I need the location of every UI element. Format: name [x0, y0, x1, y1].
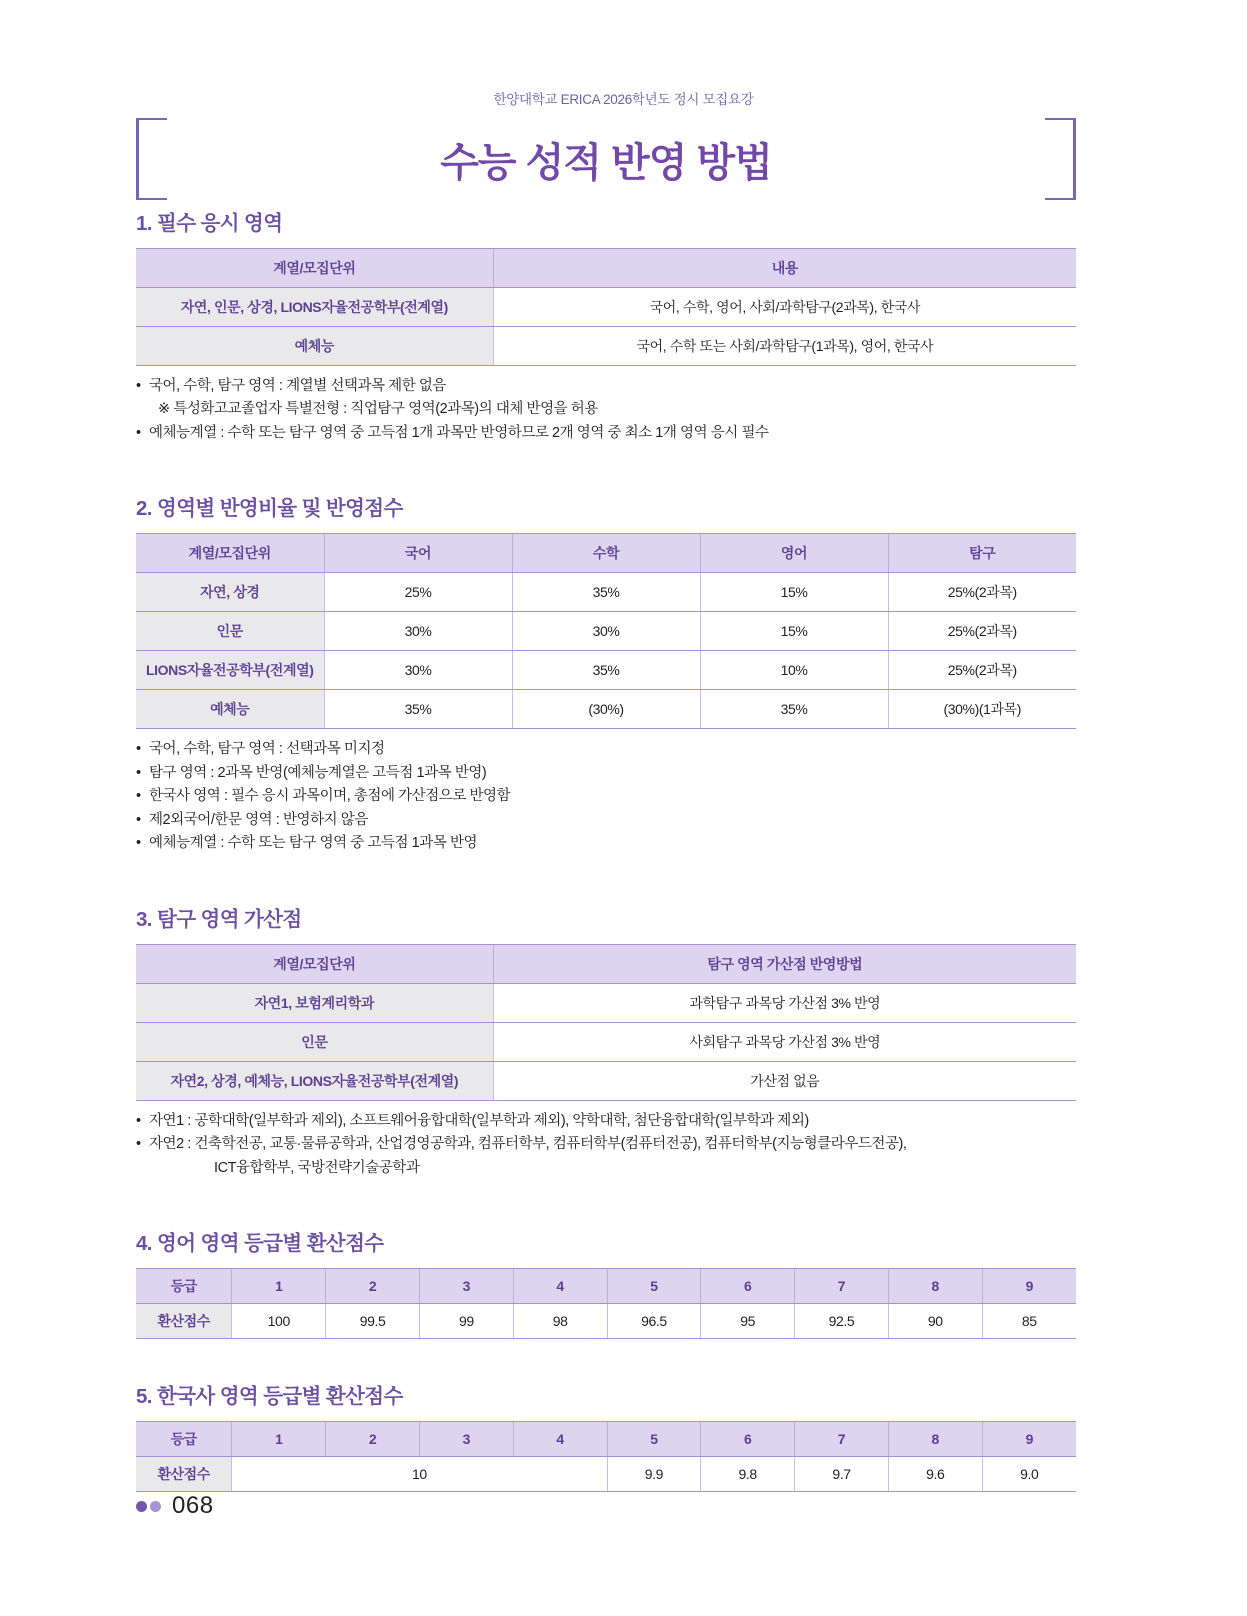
- grade-header: 2: [326, 1422, 420, 1457]
- cell-math: 30%: [512, 612, 700, 651]
- section-spacer: [136, 445, 1076, 491]
- section-spacer: [136, 1339, 1076, 1379]
- note-item: • 제2외국어/한문 영역 : 반영하지 않음: [136, 809, 1076, 832]
- cell-math: (30%): [512, 690, 700, 729]
- cell-korean: 25%: [324, 573, 512, 612]
- row-value: 가산점 없음: [493, 1061, 1076, 1100]
- page-footer: [136, 1492, 214, 1520]
- section-3-heading: 3. 탐구 영역 가산점: [136, 907, 302, 931]
- converted-score: 9.0: [982, 1457, 1076, 1492]
- row-label: 자연, 상경: [136, 573, 324, 612]
- grade-header: 7: [795, 1269, 889, 1304]
- column-header: 수학: [512, 534, 700, 573]
- section-2-notes: [136, 738, 1076, 855]
- grade-header: 8: [888, 1422, 982, 1457]
- converted-score-merged: 10: [232, 1457, 607, 1492]
- cell-math: 35%: [512, 573, 700, 612]
- converted-score: 99: [419, 1304, 513, 1339]
- page-number: 068: [172, 1492, 214, 1519]
- table-row: [136, 1304, 1076, 1339]
- row-label: 자연1, 보험계리학과: [136, 983, 493, 1022]
- section-3-table: [136, 944, 1076, 1101]
- section-1-table: [136, 248, 1076, 366]
- table-header-row: [136, 1269, 1076, 1304]
- converted-score: 85: [982, 1304, 1076, 1339]
- cell-korean: 30%: [324, 612, 512, 651]
- table-header-row: [136, 1422, 1076, 1457]
- cell-english: 15%: [700, 573, 888, 612]
- section-4-grade-table: [136, 1268, 1076, 1339]
- dot-light-icon: [150, 1501, 161, 1512]
- cell-korean: 35%: [324, 690, 512, 729]
- row-label: 환산점수: [136, 1457, 232, 1492]
- cell-korean: 30%: [324, 651, 512, 690]
- cell-math: 35%: [512, 651, 700, 690]
- table-row: [136, 1457, 1076, 1492]
- section-3: [136, 902, 1076, 1180]
- cell-english: 10%: [700, 651, 888, 690]
- table-row: [136, 327, 1076, 366]
- column-header: 국어: [324, 534, 512, 573]
- column-header: 탐구: [888, 534, 1076, 573]
- note-item: • 예체능계열 : 수학 또는 탐구 영역 중 고득점 1개 과목만 반영하므로 2개 영역 중 최소 1개 영역 응시 필수: [136, 422, 1076, 445]
- converted-score: 90: [888, 1304, 982, 1339]
- table-row: [136, 573, 1076, 612]
- section-2-table: [136, 533, 1076, 729]
- converted-score: 9.7: [795, 1457, 889, 1492]
- note-item: • 탐구 영역 : 2과목 반영(예체능계열은 고득점 1과목 반영): [136, 762, 1076, 785]
- note-item: • 한국사 영역 : 필수 응시 과목이며, 총점에 가산점으로 반영함: [136, 785, 1076, 808]
- row-label: LIONS자율전공학부(전계열): [136, 651, 324, 690]
- table-header-row: [136, 249, 1076, 288]
- cell-inquiry: 25%(2과목): [888, 612, 1076, 651]
- grade-header: 4: [513, 1269, 607, 1304]
- row-value: 사회탐구 과목당 가산점 3% 반영: [493, 1022, 1076, 1061]
- column-header: 탐구 영역 가산점 반영방법: [493, 944, 1076, 983]
- column-header: 계열/모집단위: [136, 249, 493, 288]
- grade-header: 8: [888, 1269, 982, 1304]
- note-item: • 자연2 : 건축학전공, 교통·물류공학과, 산업경영공학과, 컴퓨터학부, 컴퓨터학부(컴퓨터전공), 컴퓨터학부(지능형클라우드전공),: [136, 1133, 1076, 1156]
- grade-header: 3: [419, 1269, 513, 1304]
- row-label: 자연, 인문, 상경, LIONS자율전공학부(전계열): [136, 288, 493, 327]
- converted-score: 95: [701, 1304, 795, 1339]
- grade-header-label: 등급: [136, 1269, 232, 1304]
- row-value: 국어, 수학, 영어, 사회/과학탐구(2과목), 한국사: [493, 288, 1076, 327]
- grade-header: 5: [607, 1422, 701, 1457]
- grade-header: 7: [795, 1422, 889, 1457]
- row-label: 인문: [136, 1022, 493, 1061]
- row-label: 예체능: [136, 690, 324, 729]
- column-header: 영어: [700, 534, 888, 573]
- cell-english: 35%: [700, 690, 888, 729]
- section-5: [136, 1379, 1076, 1492]
- converted-score: 99.5: [326, 1304, 420, 1339]
- cell-inquiry: (30%)(1과목): [888, 690, 1076, 729]
- section-5-grade-table: [136, 1421, 1076, 1492]
- column-header: 내용: [493, 249, 1076, 288]
- grade-header: 1: [232, 1422, 326, 1457]
- note-item: • 국어, 수학, 탐구 영역 : 계열별 선택과목 제한 없음: [136, 375, 1076, 398]
- note-item: • 예체능계열 : 수학 또는 탐구 영역 중 고득점 1과목 반영: [136, 832, 1076, 855]
- grade-header: 1: [232, 1269, 326, 1304]
- page-title: 수능 성적 반영 방법: [422, 131, 789, 188]
- column-header: 계열/모집단위: [136, 534, 324, 573]
- table-row: [136, 690, 1076, 729]
- section-1-notes: [136, 375, 1076, 445]
- section-4-heading: 4. 영어 영역 등급별 환산점수: [136, 1232, 384, 1256]
- cell-inquiry: 25%(2과목): [888, 651, 1076, 690]
- section-spacer: [136, 1180, 1076, 1226]
- grade-header: 3: [419, 1422, 513, 1457]
- grade-header-label: 등급: [136, 1422, 232, 1457]
- table-row: [136, 651, 1076, 690]
- table-row: [136, 1022, 1076, 1061]
- section-3-notes: [136, 1110, 1076, 1180]
- grade-header: 6: [701, 1269, 795, 1304]
- table-row: [136, 1061, 1076, 1100]
- note-item: • 자연1 : 공학대학(일부학과 제외), 소프트웨어융합대학(일부학과 제외), 약학대학, 첨단융합대학(일부학과 제외): [136, 1110, 1076, 1133]
- note-item: • 국어, 수학, 탐구 영역 : 선택과목 미지정: [136, 738, 1076, 761]
- row-label: 예체능: [136, 327, 493, 366]
- grade-header: 9: [982, 1269, 1076, 1304]
- note-item: ※ 특성화고교졸업자 특별전형 : 직업탐구 영역(2과목)의 대체 반영을 허용: [158, 401, 598, 418]
- converted-score: 9.9: [607, 1457, 701, 1492]
- row-value: 과학탐구 과목당 가산점 3% 반영: [493, 983, 1076, 1022]
- row-label: 자연2, 상경, 예체능, LIONS자율전공학부(전계열): [136, 1061, 493, 1100]
- running-head: 한양대학교 ERICA 2026학년도 정시 모집요강: [493, 92, 754, 107]
- note-item-continuation: ICT융합학부, 국방전략기술공학과: [214, 1159, 420, 1176]
- converted-score: 100: [232, 1304, 326, 1339]
- converted-score: 92.5: [795, 1304, 889, 1339]
- document-content: [136, 206, 1076, 1492]
- section-1: [136, 206, 1076, 445]
- section-1-heading: 1. 필수 응시 영역: [136, 212, 283, 235]
- table-row: [136, 983, 1076, 1022]
- converted-score: 98: [513, 1304, 607, 1339]
- grade-header: 5: [607, 1269, 701, 1304]
- column-header: 계열/모집단위: [136, 944, 493, 983]
- row-label: 인문: [136, 612, 324, 651]
- dot-dark-icon: [136, 1501, 147, 1512]
- cell-inquiry: 25%(2과목): [888, 573, 1076, 612]
- grade-header: 4: [513, 1422, 607, 1457]
- grade-header: 2: [326, 1269, 420, 1304]
- section-5-heading: 5. 한국사 영역 등급별 환산점수: [136, 1385, 403, 1409]
- table-row: [136, 288, 1076, 327]
- title-band: [136, 118, 1076, 200]
- table-header-row: [136, 534, 1076, 573]
- section-2-heading: 2. 영역별 반영비율 및 반영점수: [136, 497, 403, 521]
- table-header-row: [136, 944, 1076, 983]
- section-4: [136, 1226, 1076, 1339]
- row-label: 환산점수: [136, 1304, 232, 1339]
- converted-score: 9.6: [888, 1457, 982, 1492]
- section-spacer: [136, 856, 1076, 902]
- converted-score: 9.8: [701, 1457, 795, 1492]
- footer-dots-icon: [136, 1501, 161, 1512]
- section-2: [136, 491, 1076, 855]
- table-row: [136, 612, 1076, 651]
- grade-header: 6: [701, 1422, 795, 1457]
- converted-score: 96.5: [607, 1304, 701, 1339]
- cell-english: 15%: [700, 612, 888, 651]
- row-value: 국어, 수학 또는 사회/과학탐구(1과목), 영어, 한국사: [493, 327, 1076, 366]
- grade-header: 9: [982, 1422, 1076, 1457]
